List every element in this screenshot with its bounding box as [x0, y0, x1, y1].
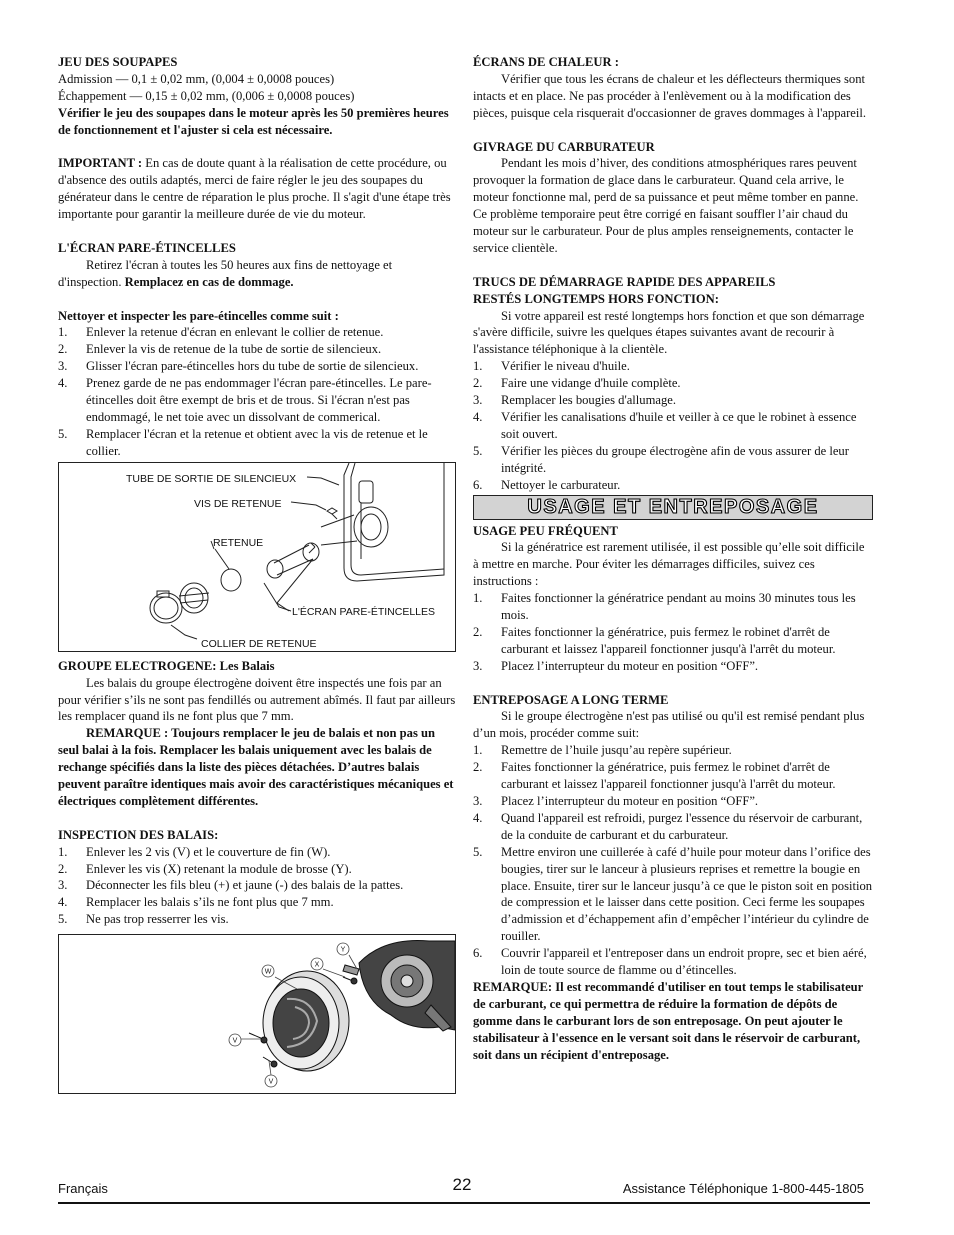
- inspection-title: INSPECTION DES BALAIS:: [58, 827, 219, 842]
- label-retaining-collar: COLLIER DE RETENUE: [201, 637, 317, 650]
- list-item: 5. Remplacer l'écran et la retenue et obtient avec la vis de retenue et le collier.: [58, 426, 428, 458]
- left-column: [58, 54, 456, 1094]
- icing-text: Pendant les mois d’hiver, des conditions atmosphériques rares peuvent provoquer la formation de glace dans le carburateur. Quand cela arrive, le moteur fonctionne mal, perd de sa puissance et peut même tomber en panne. Ce problème temporaire peut être corrigé en faisant souffler l’air chaud du moteur sur le carburateur. Pour de plus amples renseignements, contacter le service clientèle.: [473, 156, 859, 255]
- quickstart-title-1: TRUCS DE DÉMARRAGE RAPIDE DES APPAREILS: [473, 274, 776, 289]
- spark-screen-title: L'ÉCRAN PARE-ÉTINCELLES: [58, 240, 236, 255]
- spark-screen-bold: Remplacez en cas de dommage.: [124, 274, 294, 289]
- brushes-note: REMARQUE : Toujours remplacer le jeu de balais et non pas un seul balai à la fois. Remplacer les balais uniquement avec les balais de rechange spécifiés dans la liste des pièces détachées. D’autres balais peuvent paraître identiques mais avoir des caractéristiques mécaniques et électriques complètement différentes.: [58, 726, 454, 808]
- list-item: 5. Ne pas trop resserrer les vis.: [58, 912, 229, 927]
- important-text: En cas de doute quant à la réalisation de cette procédure, ou d'absence des outils adaptés, merci de faire régler le jeu des soupapes du générateur dans le centre de réparation le plus proche. Il s'agit d'une étape très importante pour garantir la meilleure durée de vie du moteur.: [58, 156, 451, 222]
- infrequent-steps: [473, 590, 873, 675]
- footer-rule: [58, 1202, 870, 1204]
- list-item: 3. Glisser l'écran pare-étincelles hors du tube de sortie de silencieux.: [58, 359, 419, 374]
- quickstart-text: Si votre appareil est resté longtemps hors fonction et que son démarrage s'avère difficile, suivre les quelques étapes suivantes avant de recourir à l'assistance téléphonique à la clientèle.: [473, 308, 865, 357]
- list-item: 1. Faites fonctionner la génératrice pendant au moins 30 minutes tous les mois.: [473, 591, 856, 623]
- infrequent-text: Si la génératrice est rarement utilisée, il est possible qu’elle soit difficile à mettre en marche. Pour éviter les démarrages difficiles, suivez ces instructions :: [473, 540, 865, 589]
- infrequent-title: USAGE PEU FRÉQUENT: [473, 523, 618, 538]
- label-muffler-tube: TUBE DE SORTIE DE SILENCIEUX: [126, 472, 297, 485]
- section-banner: USAGE ET ENTREPOSAGE: [473, 495, 873, 520]
- callout-v-top: V: [232, 1037, 238, 1045]
- right-column: [473, 54, 873, 1064]
- longterm-text: Si le groupe électrogène n'est pas utilisé ou qu'il est remisé pendant plus d’un mois, procéder comme suit:: [473, 709, 865, 741]
- callout-x: X: [314, 961, 320, 969]
- list-item: 3. Placez l’interrupteur du moteur en position “OFF”.: [473, 658, 759, 673]
- spark-screen-text: Retirez l'écran à toutes les 50 heures aux fins de nettoyage et d'inspection.: [58, 257, 393, 289]
- page-footer: [58, 1177, 870, 1205]
- list-item: 4. Quand l'appareil est refroidi, purgez l'essence du réservoir de carburant, de la conduite de carburant et du carburateur.: [473, 810, 863, 842]
- valves-exhaust: Échappement — 0,15 ± 0,02 mm, (0,006 ± 0,0008 pouces): [58, 88, 355, 103]
- list-item: 1. Remettre de l’huile jusqu’au repère supérieur.: [473, 743, 732, 758]
- list-item: 2. Faites fonctionner la génératrice, puis fermez le robinet d'arrêt de carburant et laissez l'appareil fonctionner jusqu'à l'arrêt du moteur.: [473, 624, 836, 656]
- longterm-title: ENTREPOSAGE A LONG TERME: [473, 692, 669, 707]
- list-item: 2. Enlever la vis de retenue de la tube de sortie de silencieux.: [58, 342, 382, 357]
- list-item: 2. Enlever les vis (X) retenant la module de brosse (Y).: [58, 861, 352, 876]
- list-item: 2. Faire une vidange d'huile complète.: [473, 376, 681, 391]
- icing-title: GIVRAGE DU CARBURATEUR: [473, 139, 655, 154]
- callout-y: Y: [340, 946, 346, 954]
- list-item: 1. Enlever les 2 vis (V) et le couverture de fin (W).: [58, 844, 331, 859]
- label-retaining-screw: VIS DE RETENUE: [194, 497, 282, 510]
- list-item: 2. Faites fonctionner la génératrice, puis fermez le robinet d'arrêt de carburant et laissez l'appareil fonctionner jusqu'à l'arrêt du moteur.: [473, 760, 836, 792]
- label-retainer: RETENUE: [213, 536, 264, 549]
- list-item: 1. Vérifier le niveau d'huile.: [473, 359, 630, 374]
- brushes-title: GROUPE ELECTROGENE: Les Balais: [58, 658, 275, 673]
- brushes-text: Les balais du groupe électrogène doivent être inspectés une fois par an pour vérifier s’ils ne sont pas fendillés ou autrement abîmés. Il faut par ailleurs les remplacer quand ils ne font plus que 7 mm.: [58, 675, 456, 724]
- list-item: 4. Vérifier les canalisations d'huile et veiller à ce que le robinet à essence soit ouvert.: [473, 410, 857, 441]
- spark-screen-steps: [58, 324, 456, 459]
- valves-intake: Admission — 0,1 ± 0,02 mm, (0,004 ± 0,0008 pouces): [58, 71, 335, 86]
- footer-phone: Assistance Téléphonique 1-800-445-1805: [622, 1181, 864, 1196]
- valves-title: JEU DES SOUPAPES: [58, 55, 178, 69]
- list-item: 4. Prenez garde de ne pas endommager l'écran pare-étincelles. Le pare-étincelles doit être exempt de bris et de trous. Si l'écran n'est pas endommagé, le net toie avec un dissolvant de commerical.: [58, 376, 432, 424]
- label-spark-screen: L'ÉCRAN PARE-ÉTINCELLES: [292, 605, 436, 618]
- longterm-note: REMARQUE: Il est recommandé d'utiliser en tout temps le stabilisateur de carburant, ce qui permettra de réduire la formation de dépôts de gomme dans le carburant lors de son entreposage. On peut ajouter le stabilisateur à l'essence en le versant soit dans le réservoir de carburant, soit dans un récipient d'entreposage.: [473, 979, 864, 1062]
- valves-check: Vérifier le jeu des soupapes dans le moteur après les 50 premières heures de fonctionnement et l'ajuster si cela est nécessaire.: [58, 105, 449, 137]
- list-item: 6. Couvrir l'appareil et l'entreposer dans un endroit propre, sec et bien aéré, loin de toute source de flamme ou d’étincelles.: [473, 946, 867, 978]
- list-item: 3. Placez l’interrupteur du moteur en position “OFF”.: [473, 794, 759, 809]
- list-item: 4. Remplacer les balais s’ils ne font plus que 7 mm.: [58, 895, 334, 910]
- list-item: 3. Déconnecter les fils bleu (+) et jaune (-) des balais de la pattes.: [58, 878, 404, 893]
- heat-title: ÉCRANS DE CHALEUR :: [473, 55, 619, 69]
- spark-arrester-figure: [58, 462, 456, 652]
- list-item: 5. Mettre environ une cuillerée à café d’huile pour moteur dans l’orifice des bougies, tirer sur le lanceur à plusieurs reprises et remettre la bougie en place. Ensuite, tirer sur le lanceur jusqu’à ce que le piston soit en position de compression et le laisser dans cette position. Ceci ferme les soupapes d’admission et d’échappement afin d’empêcher l’intérieur du cylindre de rouiller.: [473, 844, 873, 944]
- quickstart-title-2: RESTÉS LONGTEMPS HORS FONCTION:: [473, 291, 719, 306]
- spark-screen-paragraph: [58, 257, 456, 291]
- callout-v-bottom: V: [268, 1078, 274, 1086]
- generator-end-drawing: [59, 935, 455, 1093]
- brush-inspection-figure: [58, 934, 456, 1094]
- list-item: 5. Vérifier les pièces du groupe électrogène afin de vous assurer de leur intégrité.: [473, 443, 849, 475]
- heat-text: Vérifier que tous les écrans de chaleur et les déflecteurs thermiques sont intacts et en place. Ne pas procéder à l'enlèvement ou à la modification des pièces, puisque cela risquerait d'occasionner de graves dommages à l'appareil.: [473, 71, 867, 120]
- spark-arrester-drawing: [59, 463, 455, 651]
- callout-w: W: [264, 968, 272, 976]
- important-paragraph: [58, 155, 456, 223]
- inspection-steps: [58, 844, 456, 929]
- footer-language: Français: [58, 1181, 108, 1196]
- longterm-steps: [473, 742, 873, 979]
- list-item: 3. Remplacer les bougies d'allumage.: [473, 393, 677, 408]
- spark-screen-steps-title: Nettoyer et inspecter les pare-étincelles comme suit :: [58, 308, 339, 323]
- list-item: 1. Enlever la retenue d'écran en enlevant le collier de retenue.: [58, 325, 384, 340]
- important-label: IMPORTANT :: [58, 156, 143, 171]
- page-number: 22: [452, 1175, 472, 1194]
- quickstart-steps: [473, 358, 873, 493]
- list-item: 6. Nettoyer le carburateur.: [473, 477, 621, 492]
